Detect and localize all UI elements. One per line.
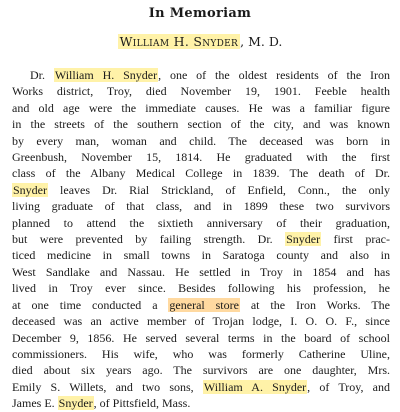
text-segment: Dr. xyxy=(30,68,54,82)
text-line xyxy=(12,83,390,99)
text-segment: at the Iron Works. The xyxy=(239,297,390,312)
text-line xyxy=(12,379,390,395)
text-segment: and old age were the immediate causes. He was a familiar figure xyxy=(12,100,390,115)
text-segment: , of Pittsfield, Mass. xyxy=(93,396,191,411)
text-segment: died about six years ago. The survivors are one daughter, Mrs. xyxy=(12,363,390,378)
text-line xyxy=(12,280,390,296)
byline-suffix: , M. D. xyxy=(240,34,283,49)
text-segment: by every man, woman and child. The deceased was born in xyxy=(12,133,390,148)
text-segment: but were prevented by failing strength. Dr. xyxy=(12,232,286,247)
text-line xyxy=(12,297,390,313)
text-segment: James E. xyxy=(12,396,58,411)
text-line xyxy=(12,330,390,346)
text-segment: , one of the oldest residents of the Iron xyxy=(158,68,391,82)
text-segment: planned to attend the sixtieth anniversary of their graduation, xyxy=(12,215,390,230)
text-line xyxy=(12,149,390,165)
text-segment: leaves Dr. Rial Strickland, of Enfield, Conn., the only xyxy=(48,182,390,197)
highlighted-term: Snyder xyxy=(286,232,321,247)
text-line xyxy=(12,100,390,116)
text-segment: , of Troy, and xyxy=(307,379,391,394)
highlighted-term: Snyder xyxy=(13,182,47,197)
text-line xyxy=(12,362,390,378)
text-line xyxy=(12,346,390,362)
text-line xyxy=(12,215,390,231)
text-line xyxy=(12,198,390,214)
text-line xyxy=(12,116,390,132)
text-segment: in the streets of the southern section of the city, and was known xyxy=(12,117,390,132)
text-segment: at one time conducted a xyxy=(12,297,169,312)
text-line xyxy=(12,133,390,149)
text-segment: class of the Albany Medical College in 1839. The death of Dr. xyxy=(12,166,390,181)
obituary-body xyxy=(12,67,390,412)
text-segment: West Sandlake and Nassau. He settled in Troy in 1854 and has xyxy=(12,264,390,279)
highlighted-term: general store xyxy=(169,297,239,312)
text-segment: Emily S. Willets, and two sons, xyxy=(12,379,203,394)
text-line xyxy=(12,395,390,411)
text-segment: ticed medicine in small towns in Saratoga county and also in xyxy=(12,248,390,263)
byline-name: William H. Snyder xyxy=(119,34,239,49)
text-segment: first prac- xyxy=(321,232,390,247)
text-segment: December 9, 1856. He served several terms in the board of school xyxy=(12,330,390,345)
text-line xyxy=(12,264,390,280)
text-line xyxy=(12,231,390,247)
text-segment: deceased was an active member of Trojan lodge, I. O. O. F., since xyxy=(12,314,390,329)
text-line xyxy=(12,182,390,198)
text-line xyxy=(12,67,390,83)
highlighted-term: Snyder xyxy=(58,396,93,411)
text-line xyxy=(12,313,390,329)
highlighted-term: William A. Snyder xyxy=(203,379,307,394)
text-segment: commissioners. His wife, who was formerly Catherine Uline, xyxy=(12,346,390,361)
text-line xyxy=(12,247,390,263)
text-segment: lived in Troy ever since. Besides following his profession, he xyxy=(12,281,390,296)
text-segment: Works district, Troy, died November 19, 1901. Feeble health xyxy=(12,84,390,99)
text-segment: Greenbush, November 15, 1814. He graduated with the first xyxy=(12,150,390,165)
text-line xyxy=(12,165,390,181)
text-segment: living graduate of that class, and in 1899 these two survivors xyxy=(12,199,390,214)
section-heading: In Memoriam xyxy=(148,6,252,21)
byline xyxy=(0,34,400,49)
highlighted-term: William H. Snyder xyxy=(54,68,158,82)
